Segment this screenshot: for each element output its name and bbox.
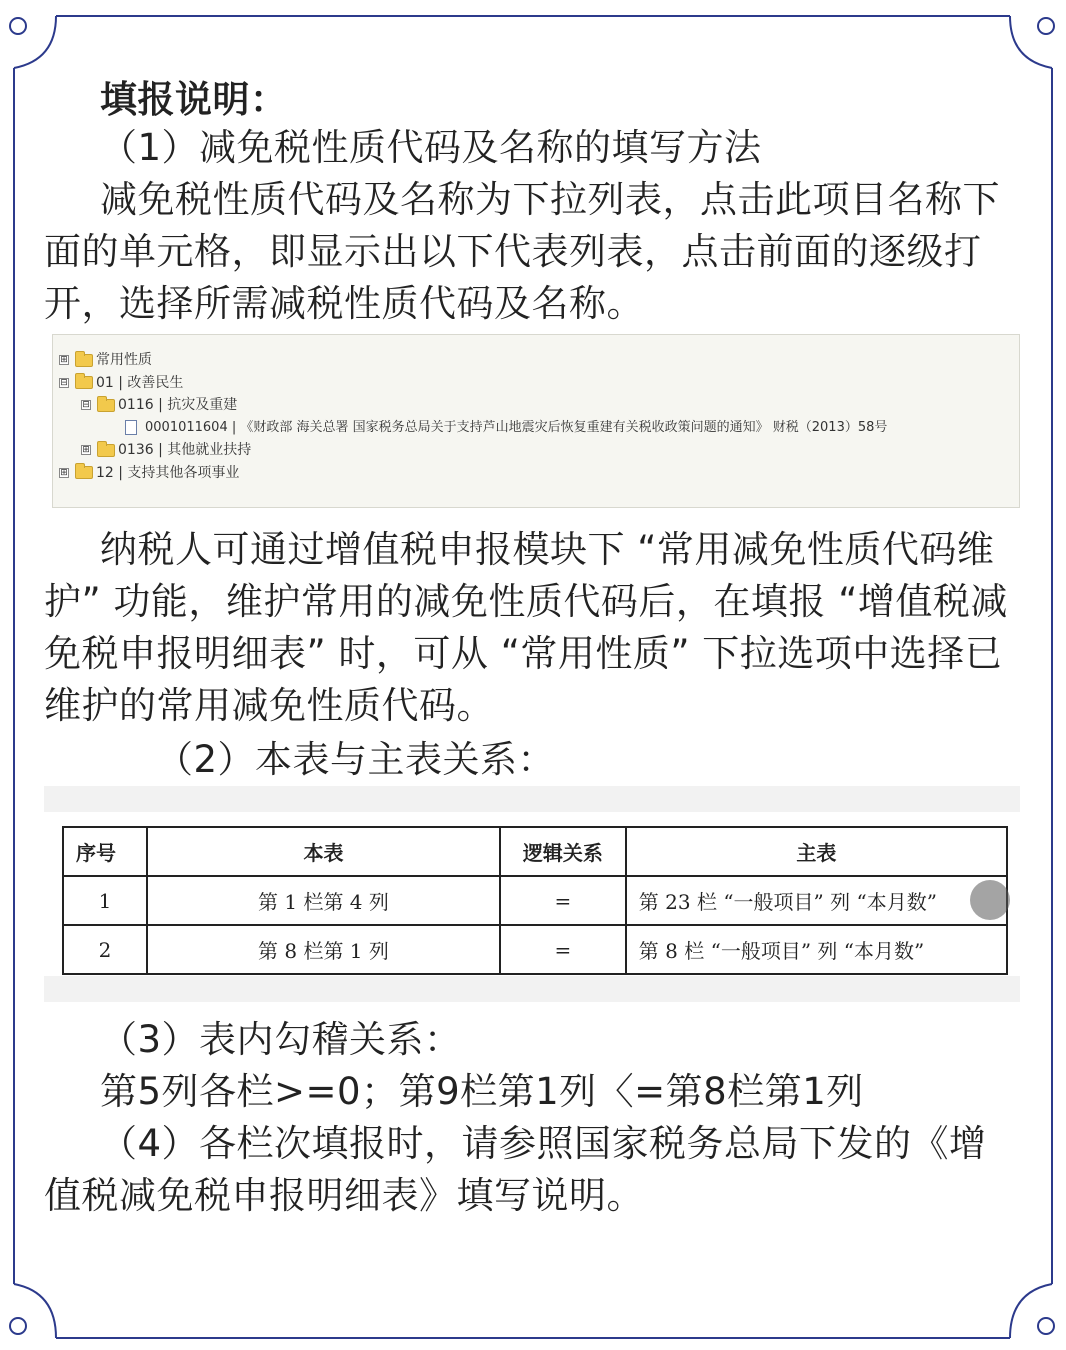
table-cell: 2 xyxy=(63,925,147,974)
tree-row[interactable] xyxy=(53,349,1019,372)
folder-icon xyxy=(97,399,115,412)
column-header: 逻辑关系 xyxy=(500,827,626,876)
code-tree-screenshot xyxy=(52,334,1020,508)
section4-body: （4）各栏次填报时，请参照国家税务总局下发的《增值税减免税申报明细表》填写说明。 xyxy=(44,1122,987,1217)
tree-label: 0136 | 其他就业扶持 xyxy=(118,442,252,458)
column-header: 主表 xyxy=(626,827,1007,876)
document-body-3 xyxy=(44,1014,1020,1222)
section2-title: （2）本表与主表关系： xyxy=(156,738,556,781)
tree-row[interactable] xyxy=(53,439,1019,462)
tree-row[interactable] xyxy=(53,394,1019,417)
folder-icon xyxy=(75,354,93,367)
table-band-bottom xyxy=(44,976,1020,1002)
relation-table xyxy=(62,826,1008,975)
collapse-icon[interactable]: ⊟ xyxy=(60,377,68,388)
table-cell: 第 1 栏第 4 列 xyxy=(147,876,500,925)
expand-icon[interactable]: ⊞ xyxy=(82,445,90,455)
column-header: 序号 xyxy=(63,827,147,876)
table-cell: 第 8 栏 “一般项目” 列 “本月数” xyxy=(626,925,1007,974)
table-cell: 第 8 栏第 1 列 xyxy=(147,925,500,974)
heading: 填报说明： xyxy=(100,78,288,121)
document-icon xyxy=(125,420,137,435)
folder-icon xyxy=(97,444,115,457)
tree-row[interactable] xyxy=(53,417,1019,440)
expand-icon[interactable]: ⊞ xyxy=(60,355,68,365)
table-cell: = xyxy=(500,925,626,974)
table-cell: 1 xyxy=(63,876,147,925)
expand-icon[interactable]: ⊞ xyxy=(60,467,68,478)
tree-label: 0001011604 | 《财政部 海关总署 国家税务总局关于支持芦山地震灾后恢复重建有关税收政策问题的通知》 财税（2013）58号 xyxy=(145,419,888,435)
tree-label: 0116 | 抗灾及重建 xyxy=(118,397,238,413)
table-header-row xyxy=(63,827,1007,876)
table-cell: = xyxy=(500,876,626,925)
section1-body: 减免税性质代码及名称为下拉列表，点击此项目名称下面的单元格，即显示出以下代表列表，点击前面的逐级打开，选择所需减税性质代码及名称。 xyxy=(44,178,1000,325)
section3-title: （3）表内勾稽关系： xyxy=(100,1018,462,1061)
section3-body: 第5列各栏>=0；第9栏第1列〈=第8栏第1列 xyxy=(100,1070,864,1113)
document-body xyxy=(44,70,1020,330)
image-zoom-button[interactable] xyxy=(970,880,1010,920)
tree-label: 常用性质 xyxy=(96,352,152,368)
tree-label: 12 | 支持其他各项事业 xyxy=(96,464,240,481)
tree-label: 01 | 改善民生 xyxy=(96,374,184,391)
table-row xyxy=(63,925,1007,974)
table-cell: 第 23 栏 “一般项目” 列 “本月数” xyxy=(626,876,1007,925)
collapse-icon[interactable]: ⊟ xyxy=(82,400,90,410)
section1-title: （1）减免税性质代码及名称的填写方法 xyxy=(100,126,762,169)
column-header: 本表 xyxy=(147,827,500,876)
folder-icon xyxy=(75,376,93,389)
paragraph-common-codes: 纳税人可通过增值税申报模块下 “常用减免性质代码维护” 功能，维护常用的减免性质代码后，在填报 “增值税减免税申报明细表” 时，可从 “常用性质” 下拉选项中选择已维护的常用减免性质代码。 xyxy=(44,528,1008,727)
tree-row[interactable] xyxy=(53,372,1019,395)
document-body-2 xyxy=(44,524,1020,786)
table-band-top xyxy=(44,786,1020,812)
table-row xyxy=(63,876,1007,925)
tree-row[interactable] xyxy=(53,462,1019,485)
folder-icon xyxy=(75,466,93,479)
